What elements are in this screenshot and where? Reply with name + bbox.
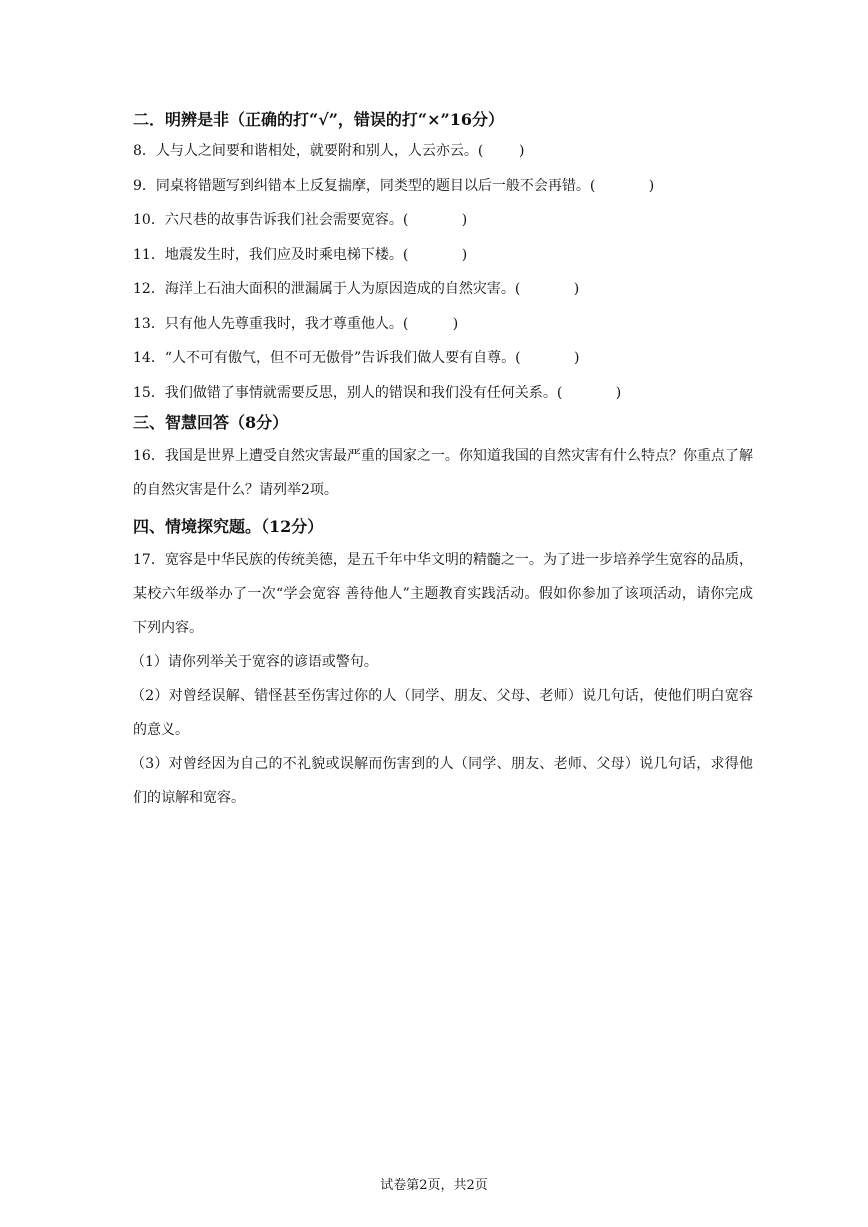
section-heading-true-false: 二．明辨是非（正确的打“√”，错误的打“×”16分） — [133, 110, 505, 129]
answer-blank: ( ) — [514, 281, 580, 297]
question-text: 10．六尺巷的故事告诉我们社会需要宽容。 — [133, 212, 403, 228]
question-15 — [133, 383, 753, 403]
question-text: 12．海洋上石油大面积的泄漏属于人为原因造成的自然灾害。 — [133, 281, 515, 297]
section-heading-scenario: 四、情境探究题。（12分） — [133, 516, 324, 536]
question-17: 17．宽容是中华民族的传统美德，是五千年中华文明的精髓之一。为了进一步培养学生宽容的品质，某校六年级举办了一次“学会宽容 善待他人”主题教育实践活动。假如你参加了该项活动，请你完成下列内容。 — [133, 551, 753, 636]
section-heading-wisdom-answer: 三、智慧回答（8分） — [133, 412, 289, 432]
question-8 — [133, 141, 753, 161]
question-12 — [133, 279, 753, 299]
question-11 — [133, 245, 753, 265]
sub-question-3: （3）对曾经因为自己的不礼貌或误解而伤害到的人（同学、朋友、老师、父母）说几句话，求得他们的谅解和宽容。 — [131, 755, 753, 806]
page-footer: 试卷第2页，共2页 — [380, 1178, 488, 1193]
question-text: 15．我们做错了事情就需要反思，别人的错误和我们没有任何关系。 — [133, 384, 557, 401]
question-text: 14．“人不可有傲气，但不可无傲骨”告诉我们做人要有自尊。 — [133, 350, 516, 366]
question-10 — [133, 210, 753, 230]
question-16: 16．我国是世界上遭受自然灾害最严重的国家之一。你知道我国的自然灾害有什么特点？你重点了解的自然灾害是什么？请列举2项。 — [133, 447, 753, 498]
answer-blank: ( ) — [402, 315, 459, 332]
question-14 — [133, 348, 753, 368]
answer-blank: ( ) — [556, 384, 622, 401]
question-9 — [133, 176, 753, 196]
exam-content — [133, 108, 753, 815]
sub-question-1: （1）请你列举关于宽容的谚语或警句。 — [131, 653, 378, 670]
question-13 — [133, 314, 753, 334]
question-text: 9．同桌将错题写到纠错本上反复揣摩，同类型的题目以后一般不会再错。 — [133, 177, 590, 194]
sub-question-2: （2）对曾经误解、错怪甚至伤害过你的人（同学、朋友、父母、老师）说几句话，使他们明白宽容的意义。 — [131, 687, 753, 738]
answer-blank: ( ) — [515, 350, 580, 366]
answer-blank: ( ) — [477, 143, 525, 159]
answer-blank: ( ) — [402, 246, 468, 263]
question-text: 13．只有他人先尊重我时，我才尊重他人。 — [133, 315, 403, 332]
question-text: 11．地震发生时，我们应及时乘电梯下楼。 — [133, 246, 403, 263]
answer-blank: ( ) — [589, 177, 655, 194]
question-text: 8．人与人之间要和谐相处，就要附和别人，人云亦云。 — [133, 143, 478, 159]
answer-blank: ( ) — [402, 212, 468, 228]
